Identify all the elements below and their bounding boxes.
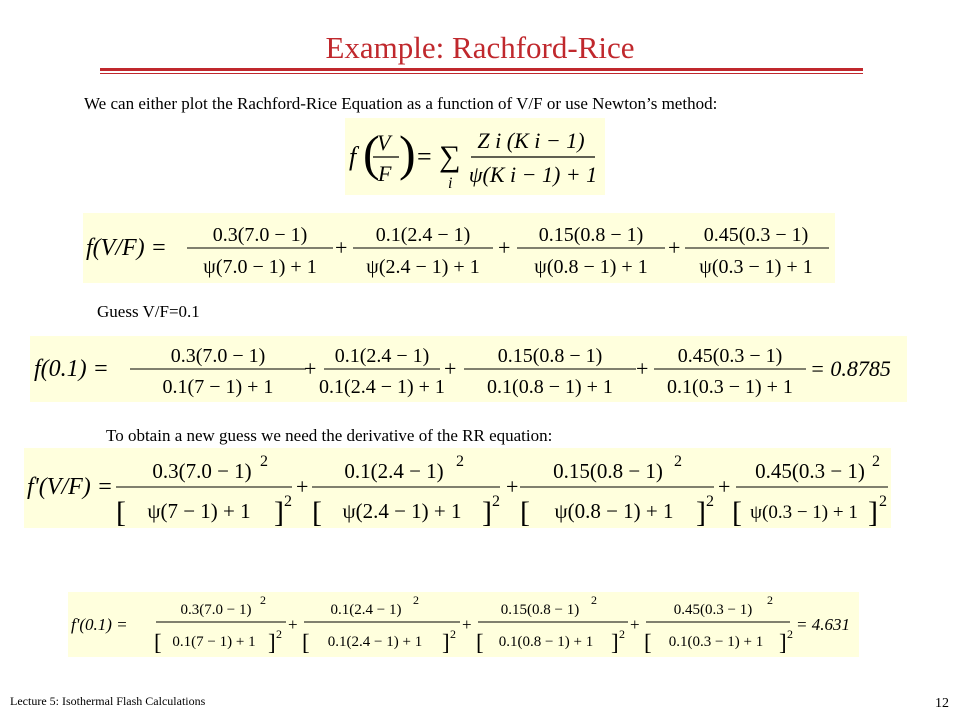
deriv-eval-term-2-den: 0.1(2.4 − 1) + 1 [327,634,423,650]
deriv-term-4-den-exp: 2 [879,493,887,510]
equation-general-svg [345,118,605,195]
slide-title: Example: Rachford-Rice [325,30,635,65]
general-paren-right: ) [399,125,416,181]
general-paren-left: ( [363,125,380,181]
eval-term [654,345,806,398]
rr-term [187,224,333,278]
deriv-eval-term [302,593,460,655]
eval-plus-3: + [636,356,649,381]
rr-lhs: f(V/F) = [86,235,167,261]
eval-plus-1: + [304,356,317,381]
footer-text: Lecture 5: Isothermal Flash Calculations [10,694,206,708]
eval-term-1-den: 0.1(7 − 1) + 1 [162,376,274,398]
deriv-term-4-num-exp: 2 [872,453,880,470]
rr-term-1-den: ψ(7.0 − 1) + 1 [203,256,317,278]
deriv-term-2-den: ψ(2.4 − 1) + 1 [342,499,462,523]
deriv-eval-term-1-den: 0.1(7 − 1) + 1 [172,634,256,650]
deriv-term [520,453,714,528]
deriv-eval-result: = 4.631 [796,615,850,634]
general-numerator: Z i (K i − 1) [477,128,585,153]
equation-rr-svg [83,213,835,283]
deriv-term-3-den-exp: 2 [706,493,714,510]
eval-result: = 0.8785 [810,356,891,381]
eval-term-3-num: 0.15(0.8 − 1) [497,345,603,367]
deriv-term-3-bracket-left: [ [520,496,530,528]
deriv-term-3-num-exp: 2 [674,453,682,470]
guess-text: Guess V/F=0.1 [97,302,200,321]
rr-term-1-num: 0.3(7.0 − 1) [212,224,308,246]
deriv-term-2-den-exp: 2 [492,493,500,510]
deriv-eval-term-1-den-exp: 2 [276,627,282,641]
deriv-term-4-den: ψ(0.3 − 1) + 1 [750,502,858,523]
rr-term [685,224,829,278]
rr-term-4-den: ψ(0.3 − 1) + 1 [699,256,813,278]
deriv-term-1-bracket-left: [ [116,496,126,528]
deriv-eval-plus-3: + [630,615,640,634]
general-vf-num: V [377,130,391,155]
deriv-term-1-num-exp: 2 [260,453,268,470]
rr-plus-2: + [498,235,511,260]
rr-term-2-num: 0.1(2.4 − 1) [375,224,471,246]
deriv-term-1-den-exp: 2 [284,493,292,510]
deriv-term-4-bracket-right: ] [868,496,878,528]
deriv-eval-term [644,593,793,655]
equation-derivative [24,448,891,528]
deriv-eval-term-1-bracket-left: [ [154,630,162,655]
deriv-eval-term-2-den-exp: 2 [450,627,456,641]
eval-term-4-num: 0.45(0.3 − 1) [677,345,783,367]
equation-rr-eval [30,336,907,402]
deriv-eval-plus-1: + [288,615,298,634]
deriv-eval-term-3-num: 0.15(0.8 − 1) [500,602,580,618]
deriv-eval-term-3-den-exp: 2 [619,627,625,641]
eval-term-1-num: 0.3(7.0 − 1) [170,345,266,367]
deriv-term-3-den: ψ(0.8 − 1) + 1 [554,499,674,523]
equation-derivative-eval [68,592,859,657]
deriv-eval-term-3-num-exp: 2 [591,593,597,607]
deriv-eval-lhs: f'(0.1) = [71,615,128,634]
equation-eval-svg [30,336,907,402]
deriv-eval-term-4-den: 0.1(0.3 − 1) + 1 [668,634,764,650]
eval-term [130,345,306,398]
deriv-term [116,453,292,528]
rr-plus-1: + [335,235,348,260]
equation-derivative-svg [24,448,891,528]
deriv-term [732,453,888,528]
deriv-eval-term-2-num-exp: 2 [413,593,419,607]
deriv-term-3-bracket-right: ] [696,496,706,528]
deriv-plus-3: + [718,474,731,499]
deriv-eval-term [154,593,286,655]
deriv-eval-term-3-bracket-left: [ [476,630,484,655]
deriv-term-4-bracket-left: [ [732,496,742,528]
page-number: 12 [935,696,949,711]
deriv-eval-term-3-den: 0.1(0.8 − 1) + 1 [498,634,594,650]
eval-plus-2: + [444,356,457,381]
general-equals: = [417,142,432,171]
deriv-term-4-num: 0.45(0.3 − 1) [755,459,865,483]
deriv-term-1-den: ψ(7 − 1) + 1 [147,499,251,523]
deriv-term [312,453,500,528]
title-underline-thick [100,68,863,71]
deriv-term-1-bracket-right: ] [274,496,284,528]
deriv-term-3-num: 0.15(0.8 − 1) [553,459,663,483]
deriv-eval-term-2-bracket-right: ] [442,630,450,655]
general-sum-icon: ∑ [439,140,461,173]
general-lhs-f: f [349,142,357,171]
eval-term-4-den: 0.1(0.3 − 1) + 1 [667,376,793,398]
deriv-term-1-num: 0.3(7.0 − 1) [152,459,252,483]
equation-derivative-eval-svg [68,592,859,657]
deriv-eval-term-1-num: 0.3(7.0 − 1) [180,602,252,618]
eval-lhs: f(0.1) = [34,356,109,382]
deriv-lhs: f'(V/F) = [27,474,113,500]
eval-term [319,345,445,398]
general-vf-den: F [378,161,392,186]
general-denominator: ψ(K i − 1) + 1 [468,162,598,187]
derivative-intro-text: To obtain a new guess we need the derivative of the RR equation: [106,426,553,445]
intro-text: We can either plot the Rachford-Rice Equation as a function of V/F or use Newton’s method: [84,94,718,113]
eval-term-2-num: 0.1(2.4 − 1) [334,345,430,367]
rr-term-4-num: 0.45(0.3 − 1) [703,224,809,246]
equation-rr-numeric [83,213,835,283]
deriv-eval-term-2-num: 0.1(2.4 − 1) [330,602,402,618]
deriv-eval-plus-2: + [462,615,472,634]
deriv-eval-term [476,593,628,655]
deriv-eval-term-2-bracket-left: [ [302,630,310,655]
deriv-plus-1: + [296,474,309,499]
deriv-eval-term-3-bracket-right: ] [611,630,619,655]
deriv-eval-term-1-bracket-right: ] [268,630,276,655]
general-sum-sub: i [448,175,453,192]
deriv-eval-term-4-num-exp: 2 [767,593,773,607]
deriv-term-2-bracket-right: ] [482,496,492,528]
deriv-eval-term-4-den-exp: 2 [787,627,793,641]
rr-term-2-den: ψ(2.4 − 1) + 1 [366,256,480,278]
eval-term-2-den: 0.1(2.4 − 1) + 1 [319,376,445,398]
eval-term [464,345,636,398]
deriv-eval-term-4-bracket-right: ] [779,630,787,655]
rr-term [517,224,665,278]
deriv-eval-term-1-num-exp: 2 [260,593,266,607]
deriv-term-2-bracket-left: [ [312,496,322,528]
equation-general [345,118,605,195]
rr-term [353,224,493,278]
rr-term-3-num: 0.15(0.8 − 1) [538,224,644,246]
deriv-term-2-num: 0.1(2.4 − 1) [344,459,444,483]
title-underline-thin [100,73,863,74]
deriv-plus-2: + [506,474,519,499]
deriv-eval-term-4-bracket-left: [ [644,630,652,655]
rr-term-3-den: ψ(0.8 − 1) + 1 [534,256,648,278]
deriv-term-2-num-exp: 2 [456,453,464,470]
eval-term-3-den: 0.1(0.8 − 1) + 1 [487,376,613,398]
rr-plus-3: + [668,235,681,260]
deriv-eval-term-4-num: 0.45(0.3 − 1) [673,602,753,618]
